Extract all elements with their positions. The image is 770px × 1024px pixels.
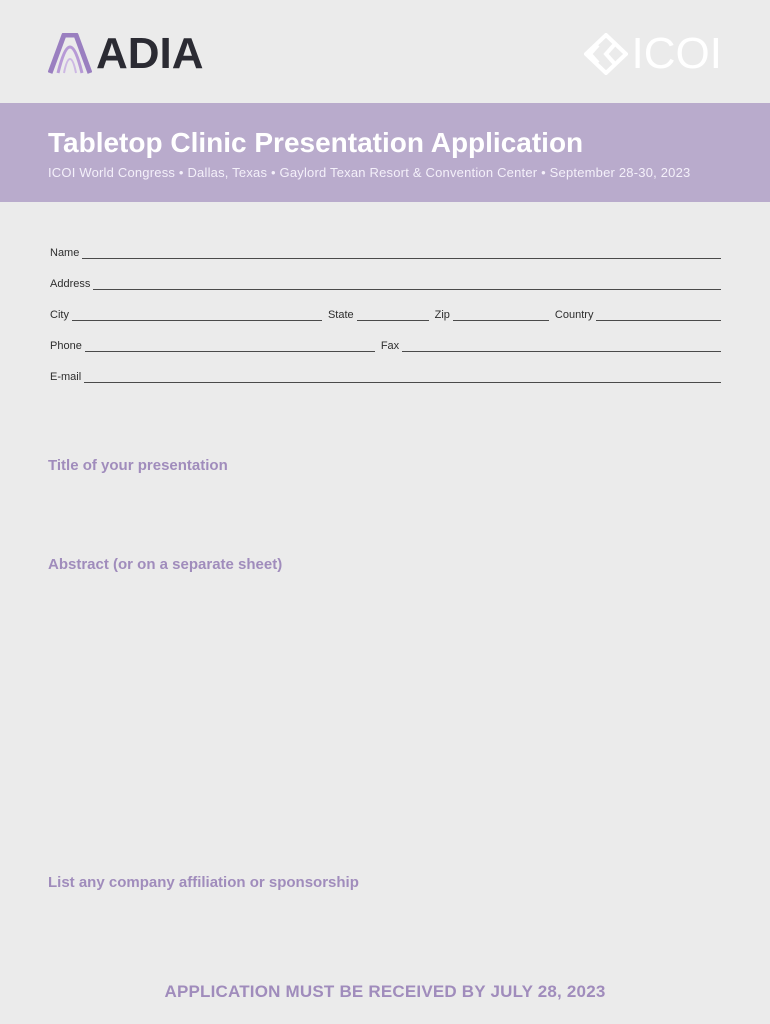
abstract-label: Abstract (or on a separate sheet) bbox=[48, 556, 283, 573]
name-label: Name bbox=[50, 247, 80, 259]
zip-label: Zip bbox=[434, 309, 450, 321]
icoi-wordmark: ICOI bbox=[631, 29, 722, 78]
name-field[interactable] bbox=[82, 247, 721, 259]
address-label: Address bbox=[50, 278, 91, 290]
state-label: State bbox=[327, 309, 354, 321]
city-label: City bbox=[50, 309, 69, 321]
affiliation-label: List any company affiliation or sponsorship bbox=[48, 874, 359, 891]
event-details: ICOI World Congress • Dallas, Texas • Gaylord Texan Resort & Convention Center • September 28-30, 2023 bbox=[48, 165, 691, 180]
deadline-notice: APPLICATION MUST BE RECEIVED BY JULY 28, 2023 bbox=[164, 982, 606, 1001]
address-field[interactable] bbox=[93, 278, 721, 290]
adia-logo bbox=[48, 29, 204, 78]
name-row bbox=[50, 243, 721, 259]
city-row bbox=[50, 305, 721, 321]
presentation-title-label: Title of your presentation bbox=[48, 457, 228, 474]
phone-field[interactable] bbox=[85, 340, 375, 352]
icoi-logo bbox=[584, 29, 722, 78]
country-field[interactable] bbox=[596, 309, 721, 321]
phone-row bbox=[50, 336, 721, 352]
fax-label: Fax bbox=[380, 340, 400, 352]
country-label: Country bbox=[554, 309, 594, 321]
title-banner bbox=[0, 103, 770, 202]
icoi-mark-icon bbox=[584, 33, 628, 75]
email-label: E-mail bbox=[50, 371, 82, 383]
address-row bbox=[50, 274, 721, 290]
state-field[interactable] bbox=[357, 309, 429, 321]
fax-field[interactable] bbox=[402, 340, 721, 352]
email-row bbox=[50, 367, 721, 383]
zip-field[interactable] bbox=[453, 309, 549, 321]
page-title: Tabletop Clinic Presentation Application bbox=[48, 127, 584, 158]
adia-mark-icon bbox=[48, 33, 92, 75]
adia-wordmark: ADIA bbox=[96, 29, 204, 78]
phone-label: Phone bbox=[50, 340, 82, 352]
city-field[interactable] bbox=[72, 309, 322, 321]
email-field[interactable] bbox=[84, 371, 721, 383]
